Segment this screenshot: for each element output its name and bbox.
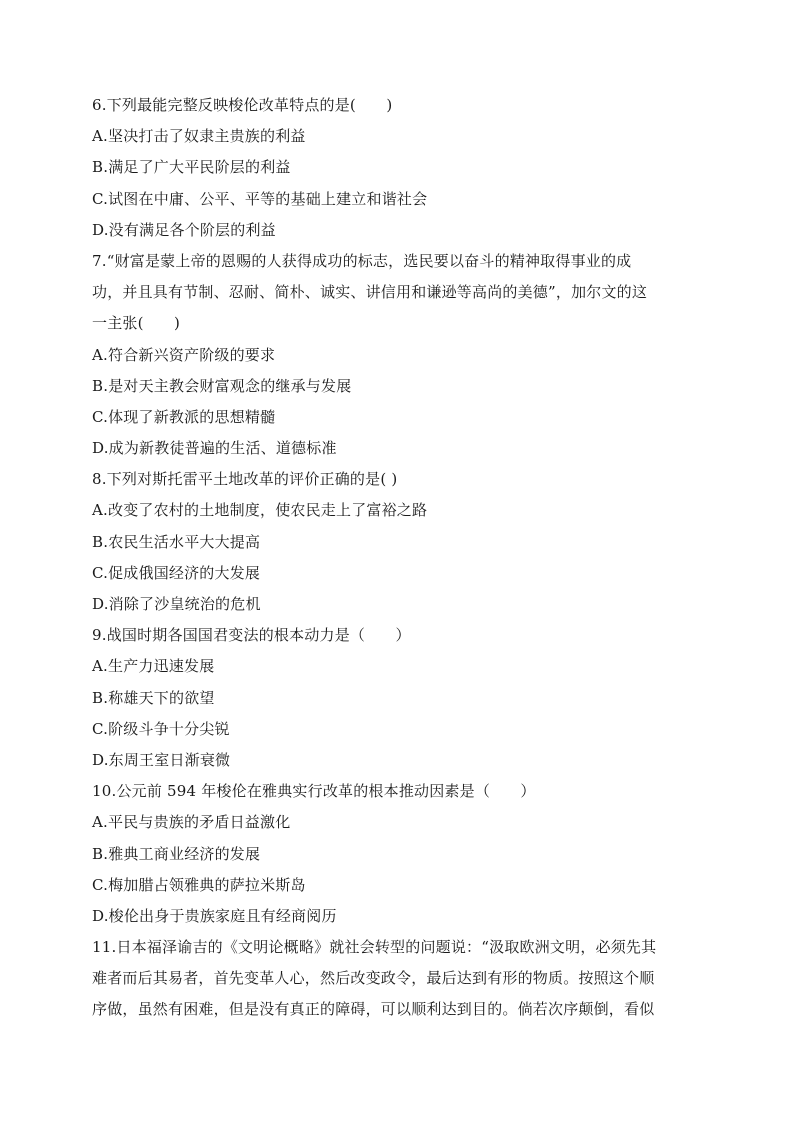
option-b: B.农民生活水平大大提高 (92, 532, 261, 551)
option-d: D.没有满足各个阶层的利益 (92, 220, 276, 239)
option-b: B.雅典工商业经济的发展 (92, 844, 261, 863)
option-c: C.促成俄国经济的大发展 (92, 563, 261, 582)
option-b: B.是对天主教会财富观念的继承与发展 (92, 376, 352, 395)
option-d: D.消除了沙皇统治的危机 (92, 595, 261, 613)
question-stem: 10.公元前 594 年梭伦在雅典实行改革的根本推动因素是（ ） (92, 782, 536, 801)
option-c: C.阶级斗争十分尖锐 (92, 719, 230, 738)
option-c: C.梅加腊占领雅典的萨拉米斯岛 (92, 875, 306, 894)
option-c: C.试图在中庸、公平、平等的基础上建立和谐社会 (92, 189, 428, 208)
question-9 (92, 620, 700, 776)
option-a: A.坚决打击了奴隶主贵族的利益 (92, 127, 306, 146)
question-stem: 6.下列最能完整反映梭伦改革特点的是( ) (92, 96, 393, 114)
question-stem: 7.“财富是蒙上帝的恩赐的人获得成功的标志，选民要以奋斗的精神取得事业的成 (92, 251, 632, 270)
option-c: C.体现了新教派的思想精髓 (92, 407, 276, 426)
option-b: B.称雄天下的欲望 (92, 688, 215, 707)
option-a: A.改变了农村的土地制度，使农民走上了富裕之路 (92, 501, 428, 520)
option-d: D.成为新教徒普遍的生活、道德标准 (92, 439, 337, 458)
question-stem-continued: 一主张( ) (92, 314, 181, 333)
option-b: B.满足了广大平民阶层的利益 (92, 158, 291, 177)
question-10 (92, 776, 700, 932)
question-stem-continued: 功，并且具有节制、忍耐、简朴、诚实、讲信用和谦逊等高尚的美德”，加尔文的这 (92, 283, 648, 302)
question-8 (92, 464, 700, 620)
question-stem: 9.战国时期各国国君变法的根本动力是（ ） (92, 626, 411, 645)
question-stem-continued: 难者而后其易者，首先变革人心，然后改变政令，最后达到有形的物质。按照这个顺 (92, 969, 655, 988)
question-stem: 8.下列对斯托雷平土地改革的评价正确的是( ) (92, 470, 398, 489)
question-6 (92, 90, 700, 246)
option-a: A.平民与贵族的矛盾日益激化 (92, 813, 291, 832)
question-list (92, 90, 700, 1026)
option-a: A.生产力迅速发展 (92, 657, 215, 676)
question-11 (92, 932, 700, 1026)
option-d: D.梭伦出身于贵族家庭且有经商阅历 (92, 906, 337, 925)
option-d: D.东周王室日渐衰微 (92, 750, 231, 769)
question-7 (92, 246, 700, 464)
option-a: A.符合新兴资产阶级的要求 (92, 345, 276, 364)
question-stem: 11.日本福泽谕吉的《文明论概略》就社会转型的问题说：“汲取欧洲文明，必须先其 (92, 938, 657, 957)
question-stem-continued: 序做，虽然有困难，但是没有真正的障碍，可以顺利达到目的。倘若次序颠倒，看似 (92, 1000, 655, 1019)
